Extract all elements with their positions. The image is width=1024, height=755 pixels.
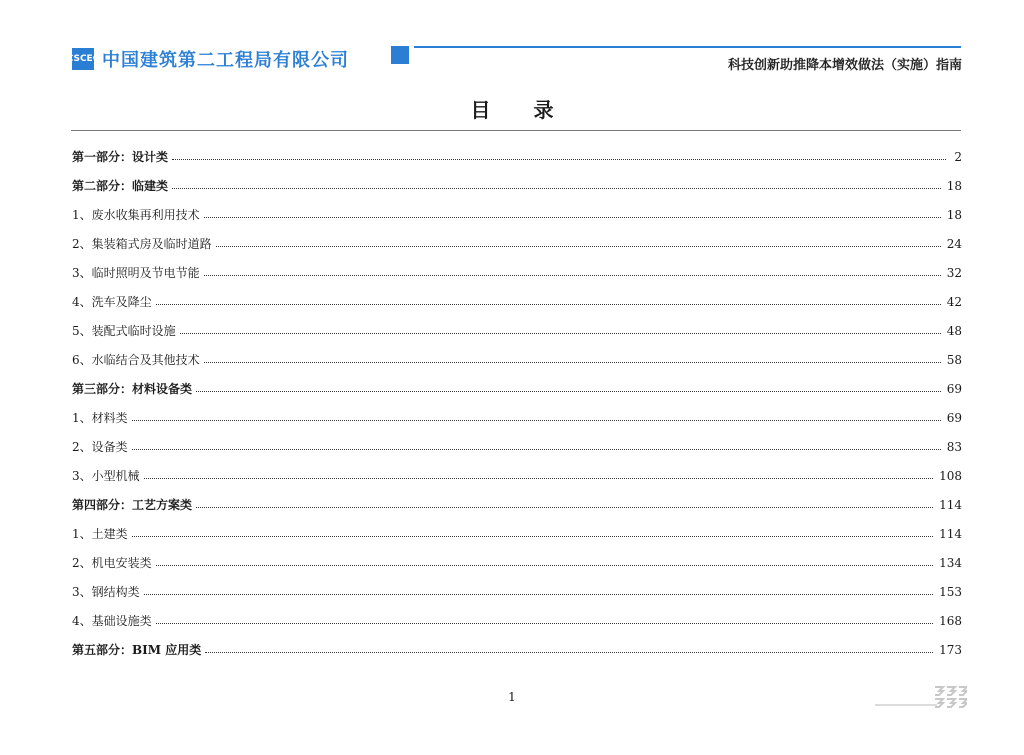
toc-entry-page: 42: [946, 294, 962, 309]
cscec-logo-icon: CSCEC: [72, 48, 94, 70]
toc-title: 目 录: [470, 98, 572, 122]
toc-entry-label: 第四部分：工艺方案类: [72, 498, 193, 512]
toc-entry-page: 69: [946, 410, 962, 425]
toc-entry-page: 114: [939, 497, 962, 512]
toc-item-entry[interactable]: [72, 200, 962, 229]
corner-decoration-icon: [875, 683, 967, 713]
toc-entry-label: 2、集装箱式房及临时道路: [72, 237, 212, 251]
toc-item-entry[interactable]: [72, 548, 962, 577]
toc-entry-page: 18: [946, 207, 962, 222]
page-number: 1: [508, 690, 516, 704]
toc-entry-page: 173: [939, 642, 962, 657]
toc-entry-label: 第五部分：BIM 应用类: [72, 643, 202, 657]
toc-item-entry[interactable]: [72, 432, 962, 461]
toc-item-entry[interactable]: [72, 287, 962, 316]
document-title: 科技创新助推降本增效做法（实施）指南: [727, 58, 962, 73]
company-name: 中国建筑第二工程局有限公司: [102, 50, 349, 71]
toc-item-entry[interactable]: [72, 316, 962, 345]
toc-entry-page: 69: [946, 381, 962, 396]
toc-entry-page: 114: [939, 526, 962, 541]
toc-part-entry[interactable]: [72, 171, 962, 200]
toc-dot-leader: [132, 535, 933, 537]
toc-entry-label: 6、水临结合及其他技术: [72, 353, 200, 367]
toc-item-entry[interactable]: [72, 229, 962, 258]
toc-entry-page: 134: [939, 555, 962, 570]
toc-part-entry[interactable]: [72, 490, 962, 519]
toc-entry-page: 48: [946, 323, 962, 338]
toc-entry-page: 153: [939, 584, 962, 599]
toc-entry-label: 第一部分：设计类: [72, 150, 169, 164]
title-divider: [71, 130, 961, 131]
toc-item-entry[interactable]: [72, 345, 962, 374]
toc-entry-label: 1、土建类: [72, 527, 128, 541]
toc-dot-leader: [204, 216, 941, 218]
toc-dot-leader: [204, 274, 941, 276]
toc-dot-leader: [156, 564, 933, 566]
toc-dot-leader: [172, 158, 946, 160]
toc-entry-label: 1、材料类: [72, 411, 128, 425]
toc-entry-page: 24: [946, 236, 962, 251]
header-accent-square: [391, 46, 409, 64]
toc-entry-label: 1、废水收集再利用技术: [72, 208, 200, 222]
toc-part-entry[interactable]: [72, 635, 962, 664]
toc-entry-label: 3、小型机械: [72, 469, 140, 483]
toc-entry-label: 第三部分：材料设备类: [72, 382, 193, 396]
header-divider-line: [414, 46, 961, 48]
toc-item-entry[interactable]: [72, 403, 962, 432]
table-of-contents: [72, 142, 962, 664]
toc-item-entry[interactable]: [72, 461, 962, 490]
toc-entry-page: 108: [939, 468, 962, 483]
toc-dot-leader: [172, 187, 941, 189]
toc-entry-label: 5、装配式临时设施: [72, 324, 176, 338]
toc-entry-label: 4、基础设施类: [72, 614, 152, 628]
toc-dot-leader: [156, 303, 941, 305]
toc-item-entry[interactable]: [72, 606, 962, 635]
toc-entry-label: 2、机电安装类: [72, 556, 152, 570]
toc-dot-leader: [196, 390, 941, 392]
toc-entry-page: 2: [954, 149, 962, 164]
toc-entry-page: 168: [939, 613, 962, 628]
toc-dot-leader: [205, 651, 933, 653]
toc-item-entry[interactable]: [72, 258, 962, 287]
toc-entry-label: 4、洗车及降尘: [72, 295, 152, 309]
toc-part-entry[interactable]: [72, 374, 962, 403]
toc-dot-leader: [132, 448, 941, 450]
toc-entry-page: 32: [946, 265, 962, 280]
toc-dot-leader: [196, 506, 933, 508]
toc-entry-page: 18: [946, 178, 962, 193]
toc-dot-leader: [204, 361, 941, 363]
toc-dot-leader: [144, 593, 933, 595]
toc-entry-page: 83: [946, 439, 962, 454]
toc-entry-label: 3、临时照明及节电节能: [72, 266, 200, 280]
toc-entry-label: 3、钢结构类: [72, 585, 140, 599]
toc-dot-leader: [180, 332, 941, 334]
toc-entry-label: 第二部分：临建类: [72, 179, 169, 193]
toc-item-entry[interactable]: [72, 577, 962, 606]
company-logo: [66, 46, 349, 72]
toc-entry-label: 2、设备类: [72, 440, 128, 454]
toc-dot-leader: [156, 622, 933, 624]
toc-entry-page: 58: [946, 352, 962, 367]
toc-item-entry[interactable]: [72, 519, 962, 548]
toc-dot-leader: [216, 245, 941, 247]
toc-part-entry[interactable]: [72, 142, 962, 171]
toc-dot-leader: [132, 419, 941, 421]
toc-dot-leader: [144, 477, 933, 479]
